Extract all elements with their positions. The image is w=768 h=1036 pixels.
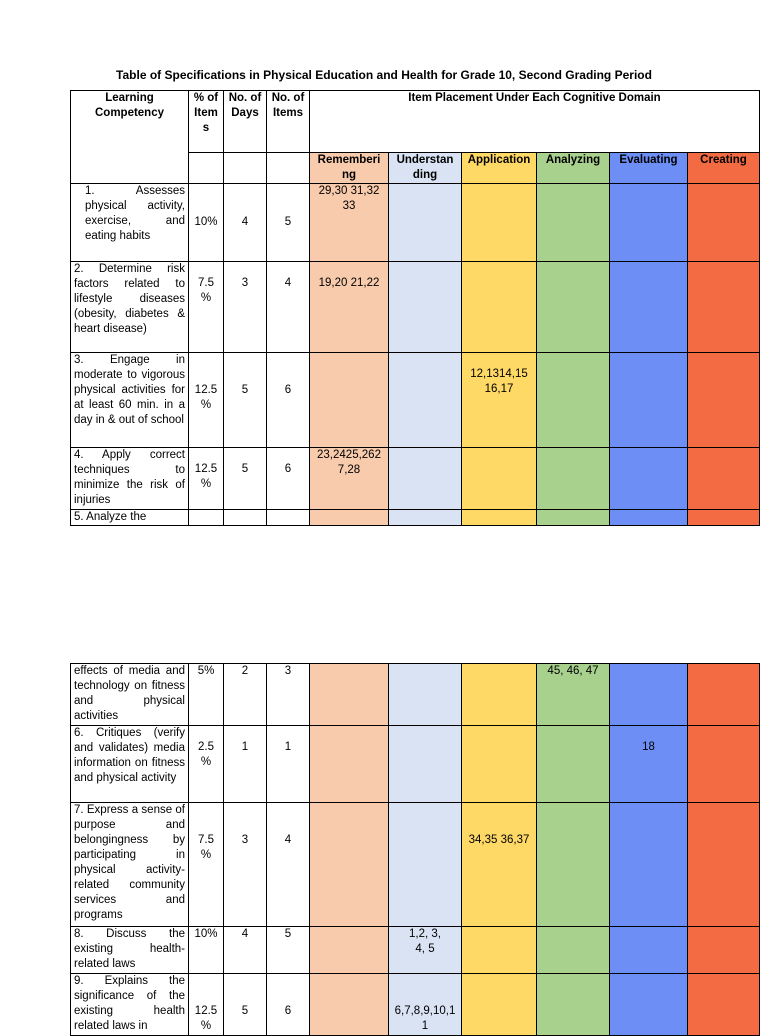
days-cell: 5 <box>224 353 267 448</box>
competency-cell: 2. Determine risk factors related to lifestyle diseases (obesity, diabetes & heart disease) <box>71 262 189 353</box>
header-creating: Creating <box>688 153 760 184</box>
understanding-cell <box>389 803 462 927</box>
header-learning-competency: Learning Competency <box>71 91 189 184</box>
items-cell: 6 <box>267 353 310 448</box>
days-cell: 1 <box>224 726 267 803</box>
table-row <box>71 927 760 974</box>
understanding-cell: 6,7,8,9,10,1 1 <box>389 974 462 1036</box>
evaluating-cell <box>610 184 688 262</box>
pct-cell: 7.5 % <box>189 803 224 927</box>
pct-cell: 5% <box>189 664 224 726</box>
competency-cell: 6. Critiques (verify and validates) media information on fitness and physical activity <box>71 726 189 803</box>
analyzing-cell <box>537 262 610 353</box>
creating-cell <box>688 927 760 974</box>
competency-cell: 3. Engage in moderate to vigorous physical activities for at least 60 min. in a day in & out of school <box>71 353 189 448</box>
creating-cell <box>688 510 760 526</box>
evaluating-cell <box>610 664 688 726</box>
table-row <box>71 448 760 510</box>
understanding-cell <box>389 184 462 262</box>
header-evaluating: Evaluating <box>610 153 688 184</box>
competency-cell: 4. Apply correct techniques to minimize the risk of injuries <box>71 448 189 510</box>
pct-cell: 10% <box>189 184 224 262</box>
remembering-cell <box>310 927 389 974</box>
analyzing-cell <box>537 726 610 803</box>
application-cell <box>462 510 537 526</box>
creating-cell <box>688 353 760 448</box>
application-cell: 34,35 36,37 <box>462 803 537 927</box>
table-row <box>71 353 760 448</box>
remembering-cell <box>310 974 389 1036</box>
understanding-cell <box>389 510 462 526</box>
understanding-cell <box>389 664 462 726</box>
specifications-table-part-2 <box>70 663 760 1036</box>
items-cell: 6 <box>267 974 310 1036</box>
application-cell <box>462 726 537 803</box>
evaluating-cell <box>610 262 688 353</box>
evaluating-cell <box>610 510 688 526</box>
evaluating-cell <box>610 448 688 510</box>
application-cell <box>462 664 537 726</box>
evaluating-cell <box>610 927 688 974</box>
evaluating-cell <box>610 803 688 927</box>
analyzing-cell <box>537 803 610 927</box>
competency-cell: 5. Analyze the <box>71 510 189 526</box>
table-row <box>71 726 760 803</box>
days-cell: 3 <box>224 262 267 353</box>
remembering-cell <box>310 510 389 526</box>
pct-cell: 12.5 % <box>189 974 224 1036</box>
analyzing-cell <box>537 353 610 448</box>
creating-cell <box>688 803 760 927</box>
analyzing-cell: 45, 46, 47 <box>537 664 610 726</box>
document-title: Table of Specifications in Physical Education and Health for Grade 10, Second Grading Period <box>116 68 652 82</box>
header-blank <box>189 153 224 184</box>
pct-cell <box>189 510 224 526</box>
days-cell: 2 <box>224 664 267 726</box>
header-application: Application <box>462 153 537 184</box>
items-cell <box>267 510 310 526</box>
days-cell: 4 <box>224 927 267 974</box>
competency-cell: 1. Assesses physical activity, exercise, and eating habits <box>71 184 189 262</box>
evaluating-cell <box>610 353 688 448</box>
understanding-cell <box>389 353 462 448</box>
application-cell <box>462 262 537 353</box>
days-cell <box>224 510 267 526</box>
remembering-cell: 19,20 21,22 <box>310 262 389 353</box>
understanding-cell <box>389 262 462 353</box>
creating-cell <box>688 664 760 726</box>
application-cell <box>462 974 537 1036</box>
analyzing-cell <box>537 510 610 526</box>
items-cell: 5 <box>267 184 310 262</box>
remembering-cell <box>310 664 389 726</box>
creating-cell <box>688 262 760 353</box>
header-no-days: No. of Days <box>224 91 267 153</box>
table-row <box>71 803 760 927</box>
application-cell <box>462 448 537 510</box>
days-cell: 4 <box>224 184 267 262</box>
header-remembering: Rememberi ng <box>310 153 389 184</box>
understanding-cell: 1,2, 3, 4, 5 <box>389 927 462 974</box>
remembering-cell: 23,2425,262 7,28 <box>310 448 389 510</box>
remembering-cell <box>310 803 389 927</box>
analyzing-cell <box>537 974 610 1036</box>
table-row <box>71 510 760 526</box>
pct-cell: 2.5 % <box>189 726 224 803</box>
pct-cell: 10% <box>189 927 224 974</box>
analyzing-cell <box>537 927 610 974</box>
pct-cell: 7.5 % <box>189 262 224 353</box>
pct-cell: 12.5 % <box>189 353 224 448</box>
creating-cell <box>688 726 760 803</box>
remembering-cell <box>310 726 389 803</box>
remembering-cell <box>310 353 389 448</box>
creating-cell <box>688 448 760 510</box>
items-cell: 4 <box>267 803 310 927</box>
header-blank <box>224 153 267 184</box>
items-cell: 3 <box>267 664 310 726</box>
table-row <box>71 664 760 726</box>
application-cell <box>462 184 537 262</box>
days-cell: 3 <box>224 803 267 927</box>
header-blank <box>267 153 310 184</box>
competency-cell: effects of media and technology on fitness and physical activities <box>71 664 189 726</box>
header-understanding: Understan ding <box>389 153 462 184</box>
header-item-placement: Item Placement Under Each Cognitive Domain <box>310 91 760 153</box>
items-cell: 4 <box>267 262 310 353</box>
table-row <box>71 262 760 353</box>
competency-cell: 9. Explains the significance of the existing health related laws in <box>71 974 189 1036</box>
understanding-cell <box>389 448 462 510</box>
analyzing-cell <box>537 184 610 262</box>
items-cell: 1 <box>267 726 310 803</box>
understanding-cell <box>389 726 462 803</box>
remembering-cell: 29,30 31,32 33 <box>310 184 389 262</box>
pct-cell: 12.5 % <box>189 448 224 510</box>
days-cell: 5 <box>224 448 267 510</box>
application-cell: 12,1314,15 16,17 <box>462 353 537 448</box>
application-cell <box>462 927 537 974</box>
table-row <box>71 974 760 1036</box>
competency-cell: 8. Discuss the existing health-related laws <box>71 927 189 974</box>
specifications-table-part-1 <box>70 90 760 526</box>
items-cell: 6 <box>267 448 310 510</box>
evaluating-cell <box>610 974 688 1036</box>
creating-cell <box>688 974 760 1036</box>
evaluating-cell: 18 <box>610 726 688 803</box>
table-row <box>71 184 760 262</box>
competency-cell: 7. Express a sense of purpose and belongingness by participating in physical activity-related community services and programs <box>71 803 189 927</box>
days-cell: 5 <box>224 974 267 1036</box>
creating-cell <box>688 184 760 262</box>
header-analyzing: Analyzing <box>537 153 610 184</box>
items-cell: 5 <box>267 927 310 974</box>
header-no-items: No. of Items <box>267 91 310 153</box>
header-pct-items: % of Item s <box>189 91 224 153</box>
analyzing-cell <box>537 448 610 510</box>
